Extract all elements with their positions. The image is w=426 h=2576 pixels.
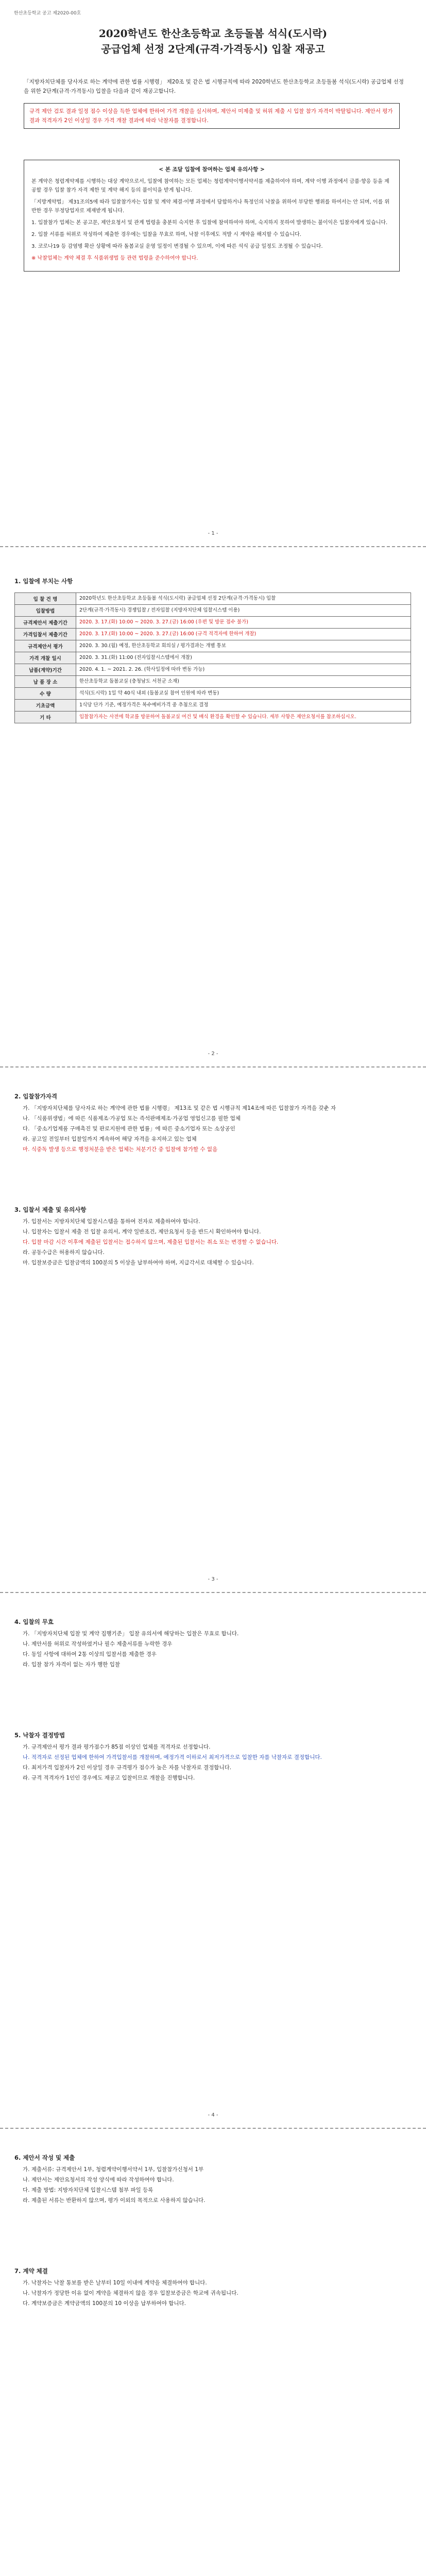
policy-paragraph: 본 계약은 청렴계약제를 시행하는 대상 계약으로서, 입찰에 참여하는 모든 업체는 청렴계약이행서약서를 제출하여야 하며, 계약 이행 과정에서 금품·향응 등을 제공할 경우 입찰 참가 자격 제한 및 계약 해지 등의 불이익을 받게 됩니다. [31,179,389,193]
list-item: 가. 「지방자치단체를 당사자로 하는 계약에 관한 법률 시행령」 제13조 및 같은 법 시행규칙 제14조에 따른 입찰참가 자격을 갖춘 자 [23,1105,336,1111]
page-number: - 3 - [208,1577,218,1582]
table-row [15,652,411,664]
row-value: 입찰참가자는 사전에 학교를 방문하여 돌봄교실 여건 및 배식 환경을 확인할 수 있습니다. 세부 사항은 제안요청서를 참조하십시오. [76,711,411,723]
list-item: 나. 낙찰자가 정당한 이유 없이 계약을 체결하지 않을 경우 입찰보증금은 학교에 귀속됩니다. [23,2290,238,2296]
page-divider [0,2128,426,2129]
section-5-title: 5. 낙찰자 결정방법 [14,1732,65,1739]
section-7 [14,2267,411,2310]
policy-warning: ※ 낙찰업체는 계약 체결 후 식품위생법 등 관련 법령을 준수하여야 합니다. [31,256,198,261]
section-2 [14,1092,411,1156]
list-item: 가. 「지방자치단체 입찰 및 계약 집행기준」 입찰 유의서에 해당하는 입찰은 무효로 합니다. [23,1631,239,1637]
section-7-title: 7. 계약 체결 [14,2267,48,2275]
list-item: 가. 규격제안서 평가 결과 평가점수가 85점 이상인 업체를 적격자로 선정합니다. [23,1744,211,1750]
row-key: 입 찰 건 명 [15,593,76,605]
list-item: 다. 「중소기업제품 구매촉진 및 판로지원에 관한 법률」에 따른 중소기업자 또는 소상공인 [23,1126,235,1132]
list-item: 다. 입찰 마감 시간 이후에 제출된 입찰서는 접수하지 않으며, 제출된 입찰서는 취소 또는 변경할 수 없습니다. [23,1239,279,1245]
row-value: 한산초등학교 돌봄교실 (충청남도 서천군 소재) [76,676,411,688]
policy-paragraph: 3. 코로나19 등 감염병 확산 상황에 따라 돌봄교실 운영 일정이 변경될 수 있으며, 이에 따른 석식 공급 일정도 조정될 수 있습니다. [31,244,323,249]
row-value: 2020. 3. 31.(화) 11:00 (전자입찰시스템에서 개찰) [76,652,411,664]
policy-box [24,160,400,272]
row-value: 2020. 3. 17.(화) 10:00 ~ 2020. 3. 27.(금) 16:00 (규격 적격자에 한하여 개찰) [76,629,411,640]
document-title [0,26,426,57]
bid-info-table [14,592,411,723]
table-row [15,676,411,688]
row-key: 규격제안서 제출기간 [15,617,76,629]
section-5 [14,1731,411,1784]
title-line-1: 2020학년도 한산초등학교 초등돌봄 석식(도시락) [98,27,328,40]
list-item: 나. 제안서는 제안요청서의 작성 양식에 따라 작성하여야 합니다. [23,2177,174,2183]
section-6-title: 6. 제안서 작성 및 제출 [14,2154,75,2161]
row-value: 1식당 단가 기준, 예정가격은 복수예비가격 중 추첨으로 결정 [76,700,411,711]
title-line-2: 공급업체 선정 2단계(규격·가격동시) 입찰 재공고 [101,43,325,55]
section-4 [14,1618,411,1671]
row-key: 기 타 [15,711,76,723]
policy-paragraph: 1. 입찰참가 업체는 본 공고문, 제안요청서 및 관계 법령을 충분히 숙지한 후 입찰에 참여하여야 하며, 숙지하지 못하여 발생하는 불이익은 입찰자에게 있습니다. [31,220,388,226]
list-item: 나. 제안서를 허위로 작성하였거나 필수 제출서류를 누락한 경우 [23,1641,173,1647]
table-row [15,711,411,723]
table-row [15,640,411,652]
row-key: 수 량 [15,688,76,700]
row-value: 2020학년도 한산초등학교 초등돌봄 석식(도시락) 공급업체 선정 2단계(규격·가격동시) 입찰 [76,593,411,605]
list-item: 다. 동일 사항에 대하여 2통 이상의 입찰서를 제출한 경우 [23,1651,157,1657]
table-row [15,605,411,617]
header-note: 한산초등학교 공고 제2020-00호 [14,11,81,16]
table-row [15,688,411,700]
list-item: 다. 최저가격 입찰자가 2인 이상일 경우 규격평가 점수가 높은 자를 낙찰자로 결정합니다. [23,1765,232,1771]
row-key: 납품(계약)기간 [15,664,76,676]
list-item: 마. 식중독 발생 등으로 행정처분을 받은 업체는 처분기간 중 입찰에 참가할 수 없음 [23,1146,218,1153]
page-divider [0,546,426,547]
section-3 [14,1206,411,1269]
policy-heading: < 본 조달 입찰에 참여하는 업체 유의사항 > [159,166,265,173]
list-item: 마. 입찰보증금은 입찰금액의 100분의 5 이상을 납부하여야 하며, 지급각서로 대체할 수 있습니다. [23,1260,254,1266]
list-item: 라. 공동수급은 허용하지 않습니다. [23,1249,105,1256]
table-row [15,593,411,605]
list-item: 라. 규격 적격자가 1인인 경우에도 재공고 입찰이므로 개찰을 진행합니다. [23,1775,195,1781]
row-key: 규격제안서 평가 [15,640,76,652]
list-item: 다. 계약보증금은 계약금액의 100분의 10 이상을 납부하여야 합니다. [23,2300,186,2307]
list-item: 가. 입찰서는 지방자치단체 입찰시스템을 통하여 전자로 제출하여야 합니다. [23,1218,200,1225]
list-item: 라. 공고일 전일부터 입찰일까지 계속하여 해당 자격을 유지하고 있는 업체 [23,1136,197,1142]
policy-paragraph: 2. 입찰 서류를 허위로 작성하여 제출한 경우에는 입찰을 무효로 하며, 낙찰 이후에도 적발 시 계약을 해지할 수 있습니다. [31,232,301,238]
page-number: - 4 - [208,2112,218,2118]
row-value: 석식(도시락) 1일 약 40식 내외 (돌봄교실 참여 인원에 따라 변동) [76,688,411,700]
section-1-title: 1. 입찰에 부치는 사항 [14,578,73,585]
page-divider [0,1592,426,1593]
table-row [15,617,411,629]
policy-paragraph: 「지방계약법」 제31조의5에 따라 입찰참가자는 입찰 및 계약 체결·이행 과정에서 담합하거나 특정인의 낙찰을 위하여 부당한 행위를 하여서는 안 되며, 이를 위반한 경우 부정당업자로 제재받게 됩니다. [31,199,390,214]
section-4-title: 4. 입찰의 무효 [14,1618,54,1625]
row-value: 2020. 3. 17.(화) 10:00 ~ 2020. 3. 27.(금) 16:00 (우편 및 방문 접수 불가) [76,617,411,629]
table-row [15,664,411,676]
list-item: 가. 낙찰자는 낙찰 통보를 받은 날부터 10일 이내에 계약을 체결하여야 합니다. [23,2280,207,2286]
list-item: 라. 제출된 서류는 반환하지 않으며, 평가 이외의 목적으로 사용하지 않습니다. [23,2197,206,2204]
row-value: 2단계(규격·가격동시) 경쟁입찰 / 전자입찰 (지방자치단체 입찰시스템 이용) [76,605,411,617]
section-2-title: 2. 입찰참가자격 [14,1093,58,1100]
page-divider [0,1066,426,1067]
table-row [15,700,411,711]
row-key: 가격입찰서 제출기간 [15,629,76,640]
intro-paragraph: 「지방자치단체를 당사자로 하는 계약에 관한 법률 시행령」 제20조 및 같은 법 시행규칙에 따라 2020학년도 한산초등학교 초등돌봄 석식(도시락) 공급업체 선정을 위한 2단계(규격·가격동시) 입찰을 다음과 같이 재공고합니다. [24,79,404,94]
list-item: 가. 제출서류: 규격제안서 1부, 청렴계약이행서약서 1부, 입찰참가신청서 1부 [23,2166,204,2173]
row-key: 납 품 장 소 [15,676,76,688]
table-row [15,629,411,640]
section-3-title: 3. 입찰서 제출 및 유의사항 [14,1206,87,1213]
list-item: 나. 적격자로 선정된 업체에 한하여 가격입찰서를 개찰하며, 예정가격 이하로서 최저가격으로 입찰한 자를 낙찰자로 결정합니다. [23,1754,322,1760]
section-title [14,577,411,589]
row-value: 2020. 4. 1. ~ 2021. 2. 26. (학사일정에 따라 변동 가능) [76,664,411,676]
row-key: 입찰방법 [15,605,76,617]
page-number: - 1 - [208,531,218,536]
red-notice-box: 규격 제안 검토 결과 일정 점수 이상을 득한 업체에 한하여 가격 개찰을 실시하며, 제안서 미제출 및 허위 제출 시 입찰 참가 자격이 박탈됩니다. 제안서 평가 결과 적격자가 2인 이상일 경우 가격 개찰 결과에 따라 낙찰자를 결정합니다. [24,103,400,129]
row-value: 2020. 3. 30.(월) 예정, 한산초등학교 회의실 / 평가결과는 개별 통보 [76,640,411,652]
list-item: 나. 입찰자는 입찰서 제출 전 입찰 유의서, 계약 일반조건, 제안요청서 등을 반드시 확인하여야 합니다. [23,1229,261,1235]
section-6 [14,2154,411,2207]
list-item: 라. 입찰 참가 자격이 없는 자가 행한 입찰 [23,1662,120,1668]
list-item: 나. 「식품위생법」에 따른 식품제조·가공업 또는 즉석판매제조·가공업 영업신고를 필한 업체 [23,1115,241,1122]
page-number: - 2 - [208,1051,218,1057]
row-key: 가격 개찰 일시 [15,652,76,664]
list-item: 다. 제출 방법: 지방자치단체 입찰시스템 첨부 파일 등록 [23,2187,154,2193]
row-key: 기초금액 [15,700,76,711]
